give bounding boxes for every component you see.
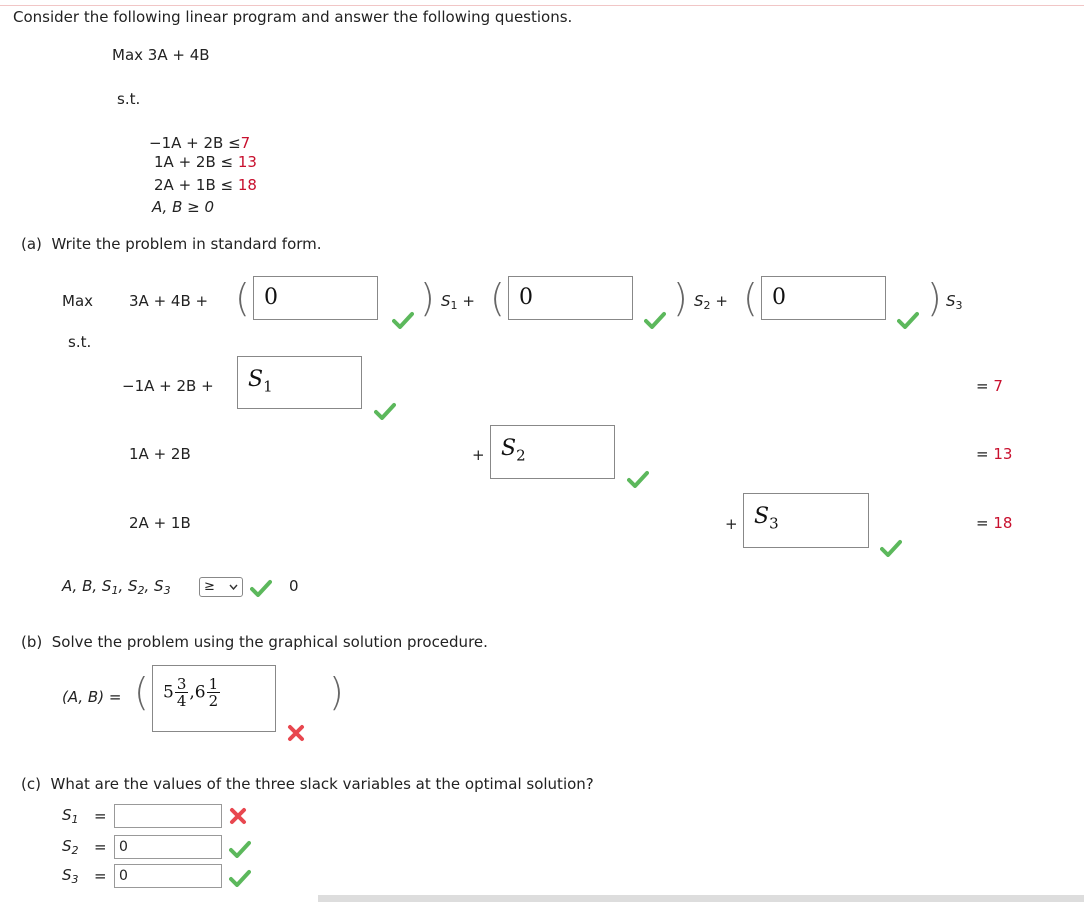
row3-slack-field[interactable]: $S_3$ <box>743 493 869 548</box>
row2-lhs: 1A + 2B <box>129 445 191 463</box>
check-icon <box>250 579 272 597</box>
horizontal-scrollbar[interactable] <box>318 895 1084 902</box>
open-paren: ( <box>235 276 250 320</box>
part-c-question: (c) What are the values of the three slack variables at the optimal solution? <box>21 775 594 793</box>
check-icon <box>229 869 251 887</box>
check-icon <box>229 840 251 858</box>
check-icon <box>627 470 649 488</box>
part-a-question: (a) Write the problem in standard form. <box>21 235 322 253</box>
equals-sign: = <box>94 807 107 825</box>
lp-constraint-2: 1A + 2B ≤ 13 <box>154 153 257 171</box>
check-icon <box>880 539 902 557</box>
st-label: s.t. <box>68 333 92 351</box>
open-paren: ( <box>134 670 149 714</box>
slack-s2-label: $S_2$ <box>62 837 79 857</box>
row1-lhs: −1A + 2B + <box>122 377 214 395</box>
row1-slack-field[interactable]: $S_1$ <box>237 356 362 409</box>
close-paren: ) <box>673 276 688 320</box>
chevron-down-icon <box>229 584 238 590</box>
lp-objective: Max 3A + 4B <box>112 46 210 64</box>
top-divider <box>0 5 1084 6</box>
slack-s1-field[interactable] <box>114 804 222 828</box>
check-icon <box>897 311 919 329</box>
check-icon <box>374 402 396 420</box>
lp-constraint-1: −1A + 2B ≤7 <box>149 134 251 152</box>
row3-plus: + <box>725 515 738 533</box>
objective-var-s2: $S_2$ + <box>694 292 728 312</box>
ab-label: (A, B) = <box>62 688 122 706</box>
cross-icon <box>287 724 305 742</box>
nonneg-vars: A, B, $S_1$, $S_2$, $S_3$ <box>62 577 171 597</box>
row2-rhs: = 13 <box>976 445 1013 463</box>
row2-slack-field[interactable]: $S_2$ <box>490 425 615 479</box>
lp-constraint-3: 2A + 1B ≤ 18 <box>154 176 257 194</box>
part-b-question: (b) Solve the problem using the graphical solution procedure. <box>21 633 488 651</box>
row3-rhs: = 18 <box>976 514 1013 532</box>
close-paren: ) <box>927 276 942 320</box>
objective-var-s3: $S_3$ <box>946 292 963 312</box>
objective-coef-2-field[interactable]: 0 <box>508 276 633 320</box>
objective-terms: 3A + 4B + <box>129 292 209 310</box>
open-paren: ( <box>490 276 505 320</box>
close-paren: ) <box>329 670 344 714</box>
equals-sign: = <box>94 867 107 885</box>
row3-lhs: 2A + 1B <box>129 514 191 532</box>
objective-coef-3-field[interactable]: 0 <box>761 276 886 320</box>
check-icon <box>644 311 666 329</box>
prompt-text: Consider the following linear program and answer the following questions. <box>13 8 573 26</box>
lp-nonneg: A, B ≥ 0 <box>152 198 215 216</box>
slack-s2-field[interactable]: 0 <box>114 835 222 859</box>
objective-coef-1-field[interactable]: 0 <box>253 276 378 320</box>
row1-rhs: = 7 <box>976 377 1003 395</box>
solution-field[interactable]: 5 $\frac{3}{4}$ ,6 $\frac{1}{2}$ <box>152 665 276 732</box>
equals-sign: = <box>94 838 107 856</box>
slack-s3-label: $S_3$ <box>62 866 79 886</box>
open-paren: ( <box>743 276 758 320</box>
cross-icon <box>229 807 247 825</box>
nonneg-rhs: 0 <box>289 577 299 595</box>
row2-plus: + <box>472 446 485 464</box>
slack-s1-label: $S_1$ <box>62 806 79 826</box>
close-paren: ) <box>420 276 435 320</box>
slack-s3-field[interactable]: 0 <box>114 864 222 888</box>
inequality-select[interactable]: ≥ <box>199 577 243 597</box>
check-icon <box>392 311 414 329</box>
max-label: Max <box>62 292 94 310</box>
lp-st: s.t. <box>117 90 141 108</box>
objective-var-s1: $S_1$ + <box>441 292 475 312</box>
